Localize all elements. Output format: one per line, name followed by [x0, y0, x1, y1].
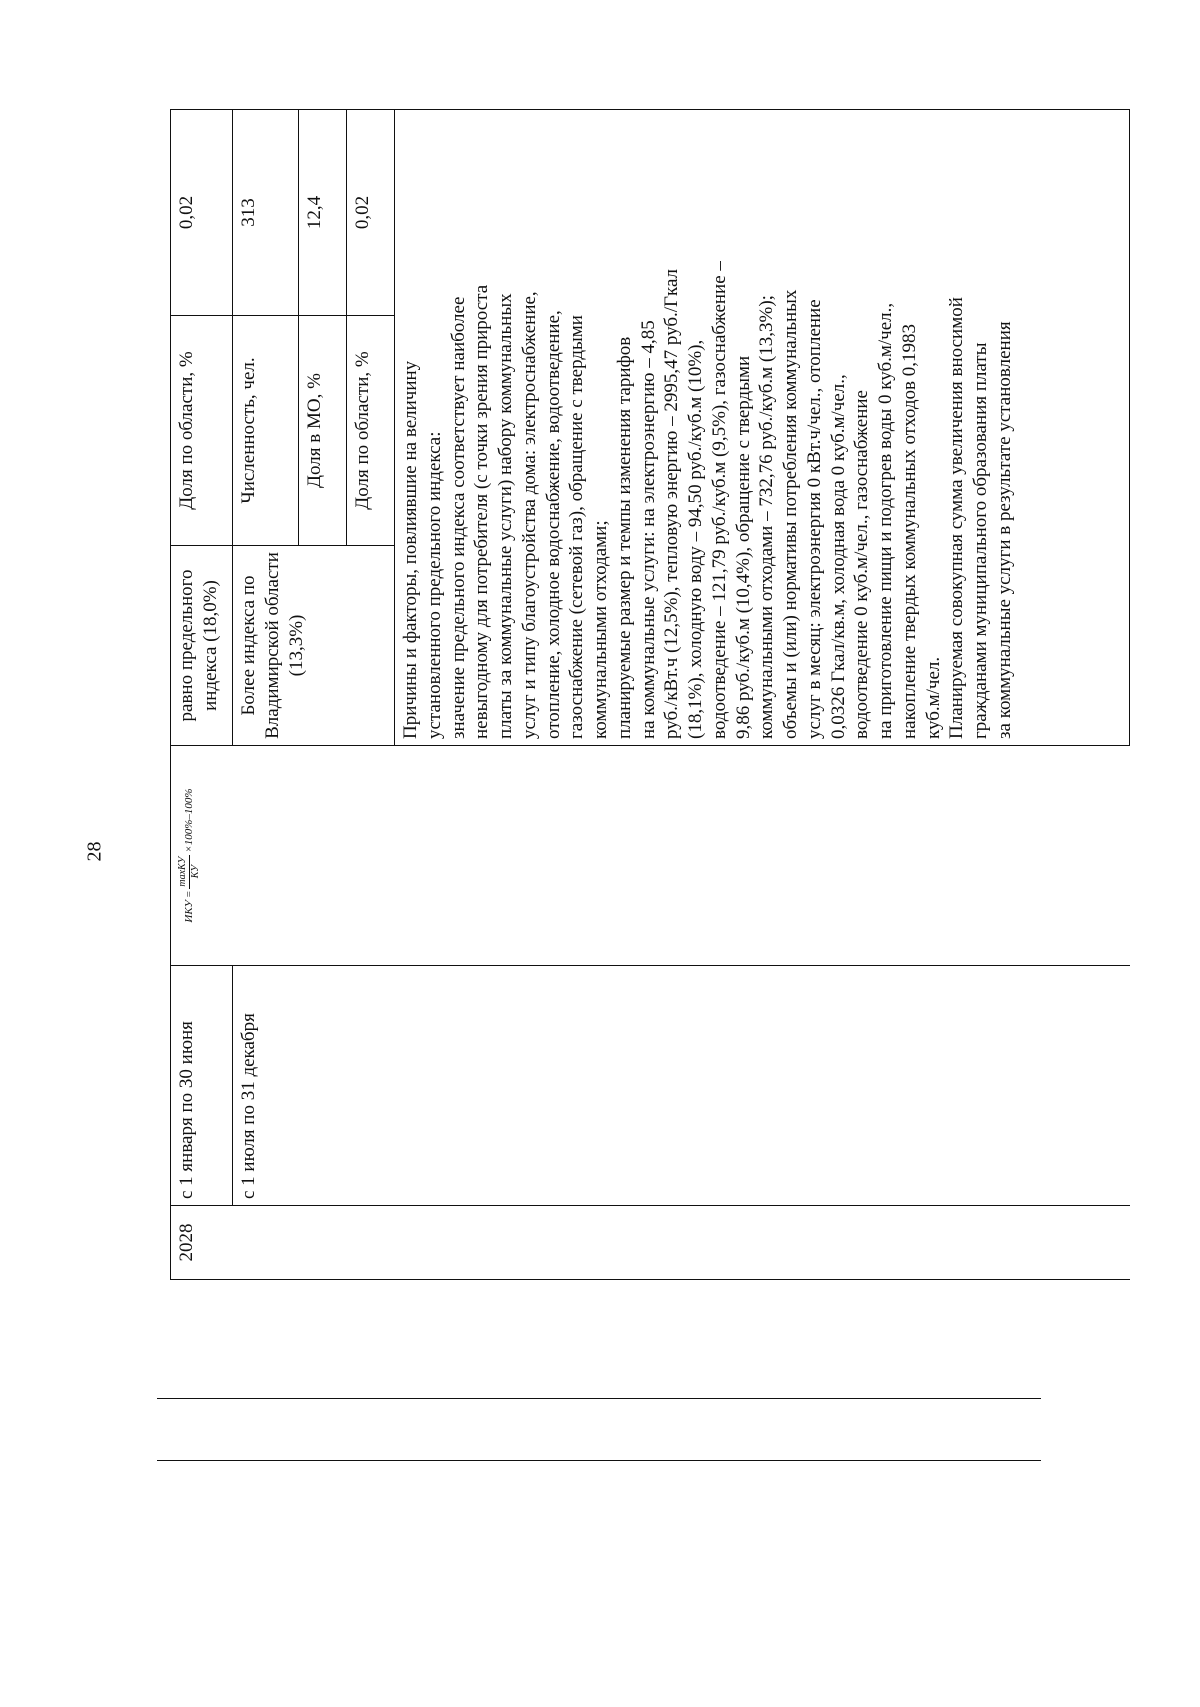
- period-second-cell: с 1 июля по 31 декабря: [233, 966, 1130, 1206]
- rotated-table-sheet: [170, 110, 1130, 1280]
- condition-above-cell: Более индекса по Владимирской области (13,3%): [233, 546, 395, 746]
- factors-line: отопление, холодное водоснабжение, водоотведение,: [542, 310, 564, 739]
- factors-line: на коммунальные услуги: на электроэнергию – 4,85: [637, 320, 659, 739]
- year-cell-continued: [233, 1206, 1130, 1280]
- formula-lhs: ИКУ: [183, 900, 195, 923]
- formula-tail: ×100%–100%: [183, 788, 195, 853]
- bottom-rule-1: [157, 1398, 1041, 1399]
- value-row-3: 0,02: [347, 110, 395, 316]
- factors-line: руб./кВт.ч (12,5%), тепловую энергию – 2995,47 руб./Гкал: [661, 268, 683, 739]
- factors-line: газоснабжение (сетевой газ), обращение с твердыми: [566, 315, 588, 739]
- year-cell: 2028: [171, 1206, 233, 1280]
- factors-line: объемы и (или) нормативы потребления коммунальных: [780, 289, 801, 739]
- value-row-0: 0,02: [171, 110, 233, 316]
- bottom-rule-2: [157, 1460, 1041, 1461]
- factors-line: гражданами муниципального образования платы: [970, 342, 991, 739]
- value-row-2: 12,4: [299, 110, 347, 316]
- factors-line: коммунальными отходами – 732,76 руб./куб.м (13,3%);: [756, 295, 778, 739]
- factors-line: услуг и типу благоустройства дома: электроснабжение,: [518, 291, 540, 739]
- factors-line: водоотведение – 121,79 руб./куб.м (9,5%), газоснабжение –: [708, 261, 730, 739]
- factors-line: (18,1%), холодную воду – 94,50 руб./куб.м (10%),: [685, 339, 706, 739]
- factors-line: 9,86 руб./куб.м (10,4%), обращение с твердыми: [732, 355, 754, 739]
- condition-equal-cell: равно предельного индекса (18,0%): [171, 546, 233, 746]
- index-table: [170, 109, 1130, 1280]
- metric-row-3: Доля по области, %: [347, 316, 395, 546]
- factors-text: [399, 116, 1017, 739]
- formula-denominator: КУ: [190, 865, 202, 879]
- formula-cell-continued: [233, 746, 1130, 966]
- factors-line: 0,0326 Гкал/кв.м, холодная вода 0 куб.м/чел.,: [827, 374, 849, 739]
- period-first-cell: с 1 января по 30 июня: [171, 966, 233, 1206]
- metric-row-0: Доля по области, %: [171, 316, 233, 546]
- factors-line: за коммунальные услуги в результате установления: [993, 321, 1015, 739]
- factors-line: коммунальными отходами;: [590, 520, 611, 739]
- factors-line: невыгодному для потребителя (с точки зрения прироста: [471, 284, 493, 739]
- formula-numerator: maxКУ: [177, 855, 191, 889]
- factors-line: Причины и факторы, повлиявшие на величину: [400, 360, 421, 739]
- factors-line: значение предельного индекса соответствует наиболее: [447, 296, 469, 739]
- index-formula: ИКУ = maxКУ КУ ×100%–100%: [176, 788, 202, 923]
- formula-fraction: [177, 855, 203, 889]
- factors-line: установленного предельного индекса:: [423, 431, 445, 739]
- factors-line: куб.м/чел.: [922, 656, 944, 739]
- factors-line: Планируемая совокупная сумма увеличения вносимой: [946, 297, 968, 739]
- factors-line: планируемые размер и темпы изменения тарифов: [613, 336, 635, 739]
- value-row-1: 313: [233, 110, 299, 316]
- metric-row-2: Доля в МО, %: [299, 316, 347, 546]
- page-number: 28: [83, 841, 106, 862]
- factors-line: водоотведение 0 куб.м/чел., газоснабжение: [851, 390, 873, 739]
- factors-cell: [395, 110, 1130, 746]
- formula-cell: [171, 746, 233, 966]
- metric-row-1: Численность, чел.: [233, 316, 299, 546]
- factors-line: накопление твердых коммунальных отходов 0,1983: [898, 324, 920, 739]
- factors-line: на приготовление пищи и подогрев воды 0 куб.м/чел.,: [875, 302, 896, 739]
- factors-line: услуг в месяц: электроэнергия 0 кВт.ч/чел., отопление: [803, 299, 825, 739]
- factors-line: платы за коммунальные услуги) набору коммунальных: [495, 293, 516, 739]
